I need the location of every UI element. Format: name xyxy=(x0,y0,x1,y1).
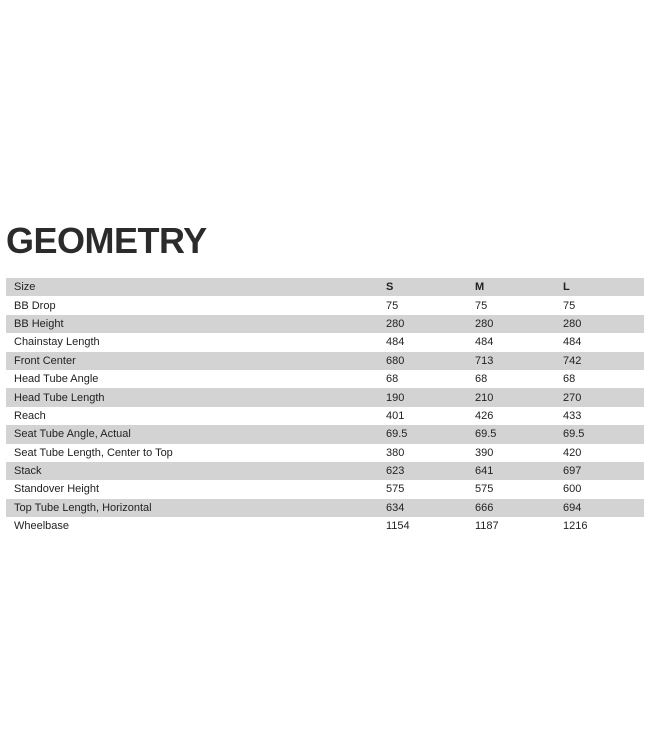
geometry-table xyxy=(6,278,644,535)
table-row xyxy=(6,425,644,443)
table-row xyxy=(6,315,644,333)
row-label: Head Tube Angle xyxy=(14,373,99,386)
row-label: Front Center xyxy=(14,354,76,367)
table-header-row xyxy=(6,278,644,296)
cell-size-s: 280 xyxy=(386,317,405,330)
cell-size-m: 641 xyxy=(475,465,494,478)
cell-size-m: 280 xyxy=(475,317,494,330)
cell-size-s: 190 xyxy=(386,391,405,404)
cell-size-l: 433 xyxy=(563,409,582,422)
table-row xyxy=(6,352,644,370)
cell-size-s: 380 xyxy=(386,446,405,459)
cell-size-s: 75 xyxy=(386,299,399,312)
cell-size-s: 401 xyxy=(386,409,405,422)
cell-size-l: 420 xyxy=(563,446,582,459)
row-label: Stack xyxy=(14,465,42,478)
cell-size-m: 68 xyxy=(475,373,488,386)
header-size-label: Size xyxy=(14,281,36,294)
cell-size-s: 575 xyxy=(386,483,405,496)
table-row xyxy=(6,296,644,314)
header-size-l: L xyxy=(563,281,570,294)
cell-size-m: 484 xyxy=(475,336,494,349)
cell-size-m: 390 xyxy=(475,446,494,459)
cell-size-l: 1216 xyxy=(563,520,588,533)
cell-size-m: 1187 xyxy=(475,520,499,533)
header-size-s: S xyxy=(386,281,394,294)
cell-size-l: 484 xyxy=(563,336,582,349)
cell-size-m: 210 xyxy=(475,391,494,404)
table-row xyxy=(6,480,644,498)
row-label: Standover Height xyxy=(14,483,99,496)
header-size-m: M xyxy=(475,281,485,294)
cell-size-l: 697 xyxy=(563,465,582,478)
row-label: Reach xyxy=(14,409,46,422)
cell-size-s: 634 xyxy=(386,501,405,514)
table-row xyxy=(6,499,644,517)
cell-size-s: 484 xyxy=(386,336,405,349)
row-label: BB Height xyxy=(14,317,64,330)
cell-size-m: 75 xyxy=(475,299,488,312)
cell-size-l: 69.5 xyxy=(563,428,585,441)
row-label: BB Drop xyxy=(14,299,56,312)
table-row xyxy=(6,517,644,535)
row-label: Top Tube Length, Horizontal xyxy=(14,501,152,514)
row-label: Seat Tube Length, Center to Top xyxy=(14,446,173,459)
cell-size-l: 694 xyxy=(563,501,582,514)
cell-size-l: 270 xyxy=(563,391,582,404)
cell-size-s: 68 xyxy=(386,373,399,386)
cell-size-l: 600 xyxy=(563,483,582,496)
cell-size-m: 69.5 xyxy=(475,428,497,441)
table-row xyxy=(6,333,644,351)
cell-size-l: 280 xyxy=(563,317,582,330)
table-body xyxy=(6,296,644,535)
row-label: Head Tube Length xyxy=(14,391,105,404)
row-label: Seat Tube Angle, Actual xyxy=(14,428,131,441)
cell-size-l: 68 xyxy=(563,373,576,386)
cell-size-m: 575 xyxy=(475,483,494,496)
cell-size-m: 666 xyxy=(475,501,494,514)
cell-size-s: 1154 xyxy=(386,520,410,533)
table-row xyxy=(6,388,644,406)
row-label: Chainstay Length xyxy=(14,336,100,349)
table-row xyxy=(6,462,644,480)
table-row xyxy=(6,407,644,425)
page-title: GEOMETRY xyxy=(6,220,207,261)
cell-size-s: 680 xyxy=(386,354,405,367)
cell-size-s: 69.5 xyxy=(386,428,408,441)
cell-size-m: 426 xyxy=(475,409,494,422)
cell-size-m: 713 xyxy=(475,354,494,367)
cell-size-s: 623 xyxy=(386,465,405,478)
cell-size-l: 742 xyxy=(563,354,582,367)
table-row xyxy=(6,370,644,388)
cell-size-l: 75 xyxy=(563,299,576,312)
row-label: Wheelbase xyxy=(14,520,70,533)
table-row xyxy=(6,444,644,462)
